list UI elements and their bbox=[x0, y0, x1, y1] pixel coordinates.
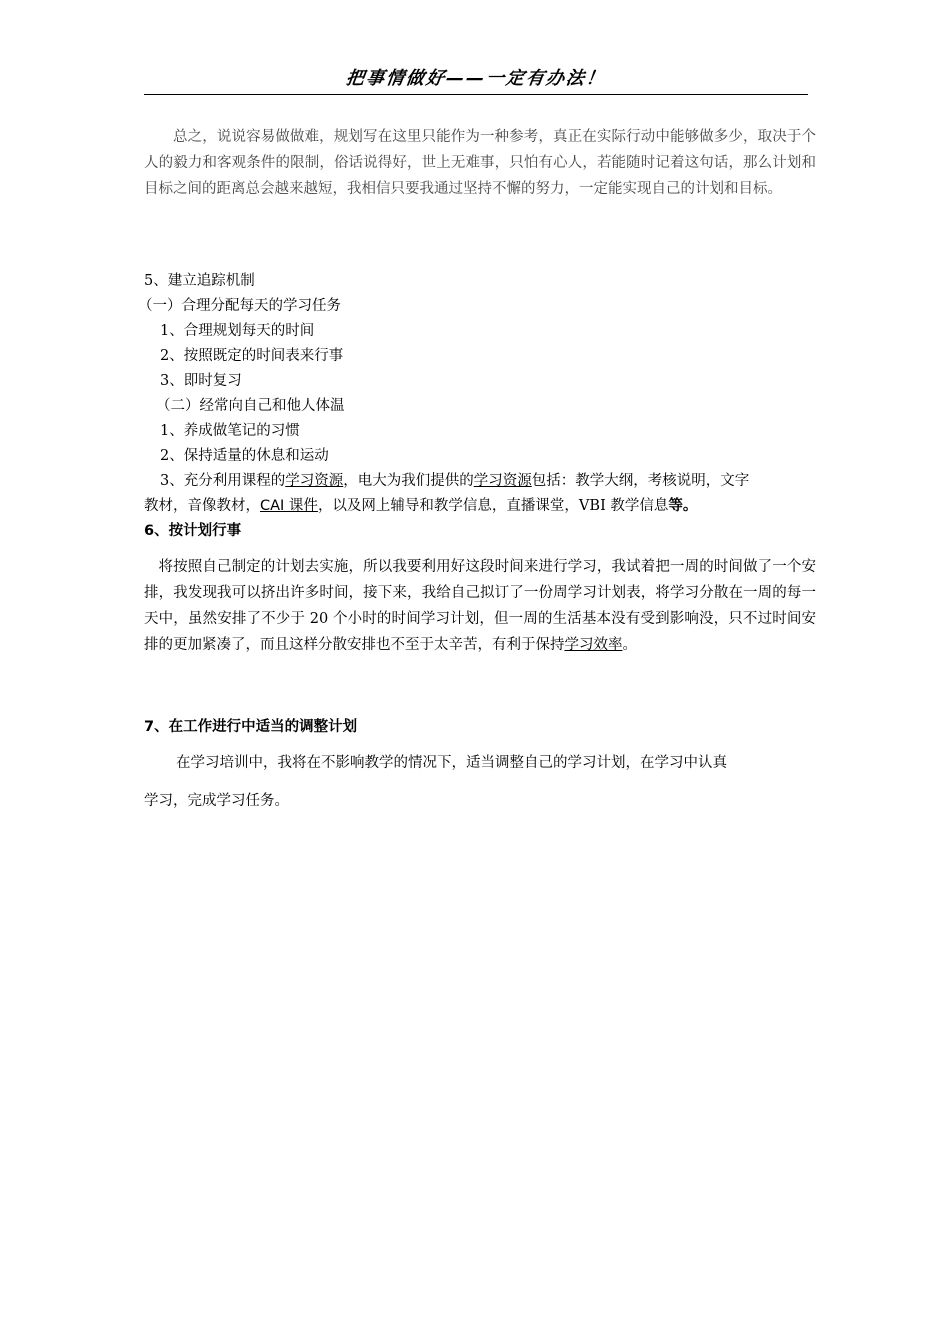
section7-line2: 学习，完成学习任务。 bbox=[144, 793, 289, 809]
section5-item3-line2: 教材，音像教材，CAI 课件，以及网上辅导和教学信息，直播课堂，VBI 教学信息等。 bbox=[144, 498, 698, 514]
conclusion-text: 总之，说说容易做做难，规划写在这里只能作为一种参考，真正在实际行动中能够做多少，取决于个人的毅力和客观条件的限制，俗话说得好，世上无难事，只怕有心人，若能随时记着这句话，那么计划和目标之间的距离总会越来越短，我相信只要我通过坚持不懈的努力，一定能实现自己的计划和目标。 bbox=[144, 129, 816, 197]
cai-courseware-link[interactable]: CAI 课件 bbox=[260, 498, 318, 514]
section6-title: 6、按计划行事 bbox=[144, 523, 242, 539]
section6-paragraph: 将按照自己制定的计划去实施，所以我要利用好这段时间来进行学习，我试着把一周的时间做了一个安排，我发现我可以挤出许多时间，接下来，我给自己拟订了一份周学习计划表，将学习分散在一周的每一天中，虽然安排了不少于 20 个小时的时间学习计划，但一周的生活基本没有受到影响没，只不过时间安排的更加紧凑了，而且这样分散安排也不至于太辛苦，有利于保持学习效率。 bbox=[144, 559, 816, 653]
page-header bbox=[144, 64, 808, 95]
section5-item3-line1: 3、充分利用课程的学习资源，电大为我们提供的学习资源包括：教学大纲，考核说明，文字 bbox=[160, 473, 750, 489]
section7-line1: 在学习培训中，我将在不影响教学的情况下，适当调整自己的学习计划，在学习中认真 bbox=[176, 755, 727, 771]
section7-title: 7、在工作进行中适当的调整计划 bbox=[144, 719, 358, 735]
section5-sub1-item-2: 2、按照既定的时间表来行事 bbox=[160, 348, 344, 364]
section5-sub2: （二）经常向自己和他人体温 bbox=[156, 398, 345, 414]
section5-sub2-item-1: 1、养成做笔记的习惯 bbox=[160, 423, 300, 439]
study-resources-link-2[interactable]: 学习资源 bbox=[473, 473, 532, 489]
section5-sub2-item-2: 2、保持适量的休息和运动 bbox=[160, 448, 329, 464]
conclusion-paragraph bbox=[144, 124, 816, 202]
study-efficiency-link[interactable]: 学习效率 bbox=[564, 637, 623, 653]
section5-sub1-item-3: 3、即时复习 bbox=[160, 373, 242, 389]
section5-sub1-item-1: 1、合理规划每天的时间 bbox=[160, 323, 315, 339]
header-title: 把事情做好——一定有办法！ bbox=[344, 68, 608, 89]
study-resources-link-1[interactable]: 学习资源 bbox=[285, 473, 344, 489]
section5-title: 5、建立追踪机制 bbox=[144, 273, 255, 289]
section5-sub1: （一）合理分配每天的学习任务 bbox=[138, 298, 341, 314]
